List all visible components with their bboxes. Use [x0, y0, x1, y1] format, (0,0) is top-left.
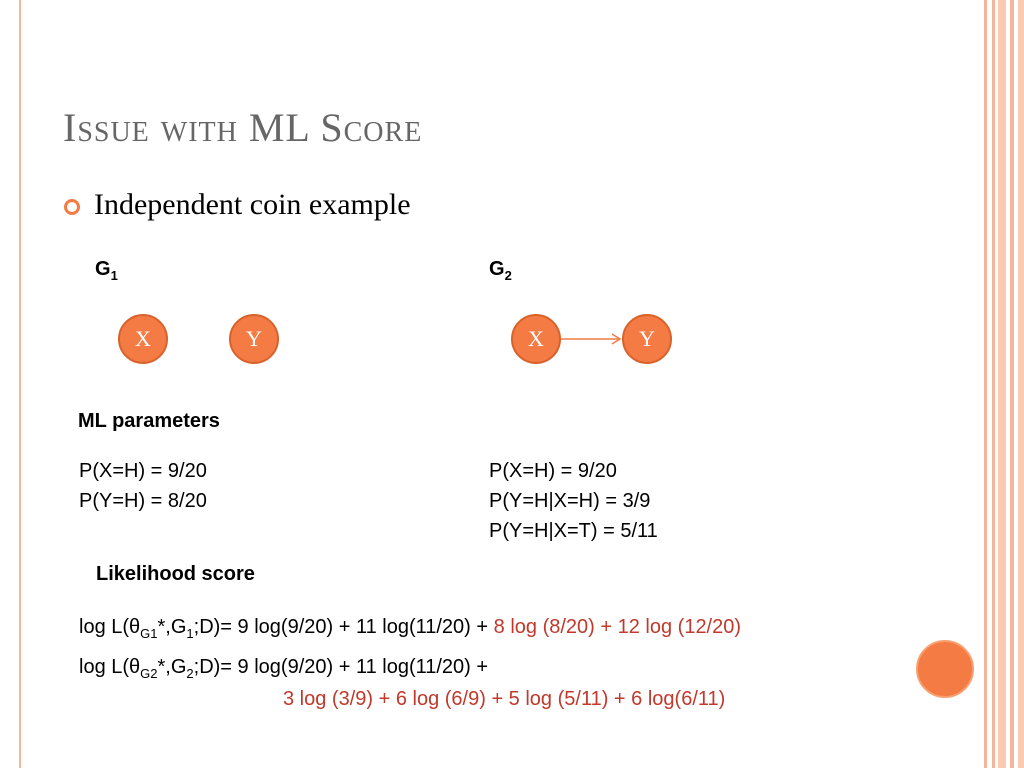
g1-parameters — [79, 456, 207, 516]
slide-title: Issue with ML Score — [63, 105, 423, 150]
likelihood-formula-g2: $\log L(\theta_{G2}*,G_2;D)= 9$ log(9/20) + 11 log(11/20) + — [79, 656, 489, 681]
graph-g1-label: $G_1$ — [95, 258, 118, 283]
graph-g2-label: $G_2$ — [489, 258, 512, 283]
likelihood-g1-red-terms: 8 log (8/20) + 12 log (12/20) — [493, 616, 742, 638]
ml-parameters-heading: ML parameters — [78, 410, 220, 432]
g2-param-line: P(Y=H|X=H) = 3/9 — [489, 490, 651, 512]
likelihood-formula-g1: $\log L(\theta_{G1}*,G_1;D)= 9$ log(9/20) + 11 log(11/20) + 8 log (8/20) + 12 log (12/20) — [79, 616, 742, 641]
g2-param-line: P(X=H) = 9/20 — [489, 460, 617, 482]
bullet-text: Independent coin example — [94, 188, 411, 221]
likelihood-g2-red-terms: 3 log (3/9) + 6 log (6/9) + 5 log (5/11) + 6 log(6/11) — [283, 688, 726, 710]
g2-parameters — [489, 456, 658, 546]
g1-node-x: X — [118, 314, 168, 364]
g2-node-y: Y — [622, 314, 672, 364]
likelihood-heading: Likelihood score — [96, 563, 255, 585]
g2-param-line: P(Y=H|X=T) = 5/11 — [489, 520, 658, 542]
g1-param-line: P(X=H) = 9/20 — [79, 460, 207, 482]
g1-node-y: Y — [229, 314, 279, 364]
g2-node-x: X — [511, 314, 561, 364]
decorative-orange-circle — [916, 640, 974, 698]
g1-param-line: P(Y=H) = 8/20 — [79, 490, 207, 512]
